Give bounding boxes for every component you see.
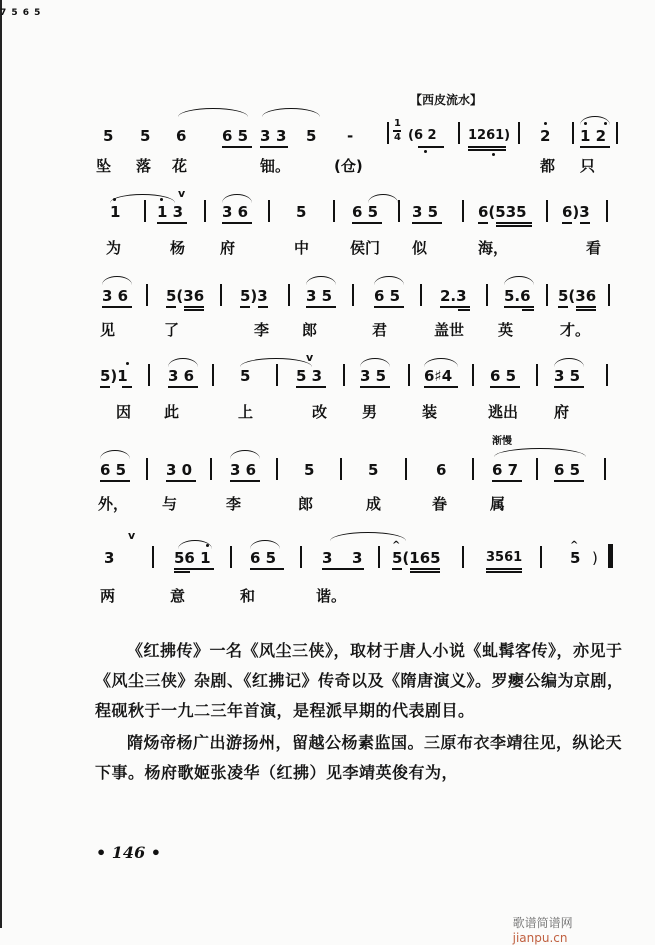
time-sig-numerator: 1 — [394, 118, 401, 129]
barline — [458, 122, 460, 144]
underline — [360, 386, 390, 388]
underline — [222, 146, 252, 148]
note-group: 6)3 — [562, 203, 590, 221]
note-group: 3 6 — [222, 203, 249, 221]
barline — [276, 364, 278, 386]
lyric: 郎 — [298, 495, 314, 513]
grace-note: 5 — [34, 8, 41, 18]
underline — [412, 222, 442, 224]
lyric: 属 — [490, 495, 506, 513]
breath-mark: v — [128, 529, 136, 542]
note-group: 6 5 — [222, 127, 249, 145]
lyric: 李 — [254, 321, 270, 339]
lyric: 两 — [100, 587, 116, 605]
slur — [360, 358, 390, 367]
lyric: 此 — [164, 403, 180, 421]
paragraph-plot: 隋炀帝杨广出游扬州，留越公杨素监国。三原布衣李靖往见，纵论天下事。杨府歌姬张凌华（红拂）见李靖英俊有为， — [95, 733, 623, 782]
lyric: 钿。 — [260, 157, 291, 175]
grace-note: 5 — [11, 8, 18, 18]
underline — [157, 222, 187, 224]
underline — [468, 149, 506, 151]
barline — [604, 458, 606, 480]
note-group: 3 5 — [554, 367, 581, 385]
dash: - — [347, 127, 354, 145]
octave-dot — [544, 122, 547, 125]
note: 3 — [352, 549, 363, 567]
note-group: 5(165 — [392, 549, 441, 567]
lyric: 侯门 — [350, 239, 381, 257]
note-group: 6(535 — [478, 203, 527, 221]
note-group: 3561 — [486, 550, 523, 565]
octave-dot — [160, 198, 163, 201]
underline — [374, 306, 404, 308]
barline — [378, 546, 380, 568]
section-marking: 【西皮流水】 — [410, 93, 483, 107]
barline — [152, 546, 154, 568]
tempo-marking: 渐慢 — [492, 436, 512, 447]
barline — [220, 284, 222, 306]
slur — [102, 276, 132, 285]
breath-mark: v — [178, 187, 186, 200]
note: 5 — [140, 127, 151, 145]
underline — [306, 306, 336, 308]
lyric: 杨 — [170, 239, 186, 257]
barline — [518, 122, 520, 144]
underline — [122, 386, 132, 388]
note-group: 6 5 — [250, 549, 277, 567]
note: 3 — [276, 127, 287, 145]
barline — [606, 200, 608, 222]
underline — [240, 306, 250, 308]
note-group: 3 5 — [306, 287, 333, 305]
note: 5 — [240, 367, 251, 385]
slur — [374, 276, 404, 285]
grace-note: 7 — [0, 8, 7, 18]
note: 6 — [436, 461, 447, 479]
underline — [418, 146, 444, 148]
barline — [300, 546, 302, 568]
slur — [368, 194, 398, 203]
lyric: 谐。 — [316, 587, 347, 605]
note-group: 5(36 — [166, 287, 205, 305]
underline — [410, 568, 440, 570]
underline — [184, 309, 204, 311]
note-group: 5)3 — [240, 287, 268, 305]
lyric: 因 — [116, 403, 132, 421]
barline — [408, 364, 410, 386]
barline — [148, 364, 150, 386]
underline — [174, 571, 190, 573]
note-group: 6 5 — [374, 287, 401, 305]
note: 5 — [368, 461, 379, 479]
barline — [268, 200, 270, 222]
note-group: 3 6 — [168, 367, 195, 385]
lyric: 看 — [586, 239, 602, 257]
underline — [492, 480, 522, 482]
lyric: 郎 — [302, 321, 318, 339]
note: 6 — [176, 127, 187, 145]
lyric: 君 — [372, 321, 388, 339]
underline — [100, 480, 130, 482]
underline — [166, 480, 196, 482]
lyric: 都 — [540, 157, 556, 175]
underline — [576, 309, 596, 311]
prose-section — [95, 636, 625, 788]
slur — [168, 358, 198, 367]
octave-dot — [113, 198, 116, 201]
barline — [546, 200, 548, 222]
slur — [100, 450, 130, 459]
lyric: 坠 — [96, 157, 112, 175]
note-group: 6 5 — [490, 367, 517, 385]
lyric: 上 — [238, 403, 254, 421]
underline — [322, 568, 364, 570]
barline — [486, 284, 488, 306]
lyric: 改 — [312, 403, 328, 421]
barline — [343, 364, 345, 386]
barline — [398, 200, 400, 222]
octave-dot — [492, 153, 495, 156]
paragraph-intro: 《红拂传》一名《风尘三侠》，取材于唐人小说《虬髯客传》，亦见于《风尘三侠》杂剧、《红拂记》传奇以及《隋唐演义》。罗瘿公编为京剧，程砚秋于一九二三年首演，是程派早期的代表剧目。 — [95, 641, 624, 720]
note-group: 3 5 — [412, 203, 439, 221]
underline — [168, 386, 198, 388]
watermark — [505, 900, 573, 945]
barline — [210, 458, 212, 480]
barline — [387, 122, 389, 144]
barline — [276, 458, 278, 480]
note: 5 — [103, 127, 114, 145]
octave-dot — [584, 122, 587, 125]
barline — [462, 546, 464, 568]
underline — [576, 306, 596, 308]
barline — [146, 458, 148, 480]
barline — [340, 458, 342, 480]
lyric: 了 — [164, 321, 180, 339]
underline — [166, 306, 176, 308]
note: 5 — [306, 127, 317, 145]
barline — [608, 284, 610, 306]
underline — [100, 386, 110, 388]
barline — [288, 284, 290, 306]
underline — [496, 225, 532, 227]
barline — [420, 284, 422, 306]
lyric: 英 — [498, 321, 514, 339]
underline — [184, 306, 204, 308]
barline — [540, 546, 542, 568]
underline — [296, 386, 326, 388]
octave-dot — [206, 544, 209, 547]
final-double-barline — [608, 544, 613, 568]
barline — [572, 122, 574, 144]
note-group: (6 2 — [408, 128, 437, 143]
slur — [178, 108, 248, 117]
underline — [260, 146, 288, 148]
note: 3 — [260, 127, 271, 145]
page-number: • 146 • — [96, 843, 161, 862]
lyric: 装 — [422, 403, 438, 421]
lyric: 花 — [172, 157, 188, 175]
note: 1 — [110, 203, 121, 221]
lyric: 男 — [362, 403, 378, 421]
underline — [558, 306, 568, 308]
note-group: 5)1 — [100, 367, 128, 385]
note-group: 6 5 — [554, 461, 581, 479]
note-group: 1261) — [468, 128, 511, 143]
note-group: 3 6 — [102, 287, 129, 305]
note: 3 — [104, 549, 115, 567]
slur — [494, 448, 586, 457]
lyric: 府 — [220, 239, 236, 257]
slur — [110, 194, 175, 203]
underline — [258, 306, 268, 308]
barline — [352, 284, 354, 306]
note-group: 1 2 — [580, 127, 607, 145]
underline — [504, 306, 534, 308]
lyric: 外， — [98, 495, 129, 513]
slur — [306, 276, 336, 285]
lyric: 落 — [136, 157, 152, 175]
watermark-url: jianpu.cn — [512, 931, 568, 945]
barline — [405, 458, 407, 480]
note-group: 1 3 — [157, 203, 184, 221]
octave-dot — [424, 150, 427, 153]
lyric: 与 — [162, 495, 178, 513]
underline — [102, 306, 132, 308]
note-group: 6 5 — [100, 461, 127, 479]
note: 2 — [540, 127, 551, 145]
note-group: 6 7 — [492, 461, 519, 479]
underline — [478, 222, 488, 224]
fermata-icon: ^ — [392, 540, 401, 551]
note-group: 6 5 — [352, 203, 379, 221]
underline — [554, 480, 584, 482]
underline — [554, 386, 584, 388]
underline — [392, 568, 402, 570]
slur — [504, 276, 534, 285]
barline — [146, 284, 148, 306]
lyric: 盖世 — [434, 321, 465, 339]
note-group: 2.3 — [440, 287, 467, 305]
lyric: 只 — [580, 157, 596, 175]
slur — [222, 194, 252, 203]
lyric: 海， — [478, 239, 509, 257]
note-group: 3 0 — [166, 461, 193, 479]
barline — [546, 284, 548, 306]
barline — [230, 546, 232, 568]
lyric: 李 — [226, 495, 242, 513]
underline — [486, 568, 522, 570]
barline — [472, 364, 474, 386]
barline — [616, 122, 618, 144]
lyric: 逃出 — [488, 403, 519, 421]
fermata-icon: ^ — [570, 540, 579, 551]
slur — [262, 108, 320, 117]
barline — [462, 200, 464, 222]
underline — [458, 309, 470, 311]
time-sig-denominator: 4 — [394, 132, 401, 143]
underline — [230, 480, 260, 482]
lyric: 意 — [170, 587, 186, 605]
lyric: 府 — [554, 403, 570, 421]
underline — [562, 222, 572, 224]
slur — [250, 540, 280, 549]
underline — [410, 571, 440, 573]
note-group: 5(36 — [558, 287, 597, 305]
underline — [486, 571, 522, 573]
lyric: 眷 — [432, 495, 448, 513]
grace-note: 6 — [22, 8, 29, 18]
underline — [222, 222, 252, 224]
lyric: 中 — [294, 239, 310, 257]
underline — [440, 306, 470, 308]
underline — [352, 222, 382, 224]
lyric: 见 — [100, 321, 116, 339]
note-group: 5.6 — [504, 287, 531, 305]
underline — [250, 568, 284, 570]
note-group: 56 1 — [174, 549, 211, 567]
underline — [496, 222, 532, 224]
barline — [472, 458, 474, 480]
underline — [580, 146, 610, 148]
underline — [580, 222, 590, 224]
barline — [144, 200, 146, 222]
note-group: 6♯4 — [424, 367, 453, 385]
note-group: 3 5 — [360, 367, 387, 385]
octave-dot — [604, 122, 607, 125]
slur — [554, 358, 584, 367]
note-group: 3 6 — [230, 461, 257, 479]
lyric: 才。 — [560, 321, 591, 339]
barline — [606, 364, 608, 386]
underline — [424, 386, 458, 388]
lyric: 似 — [412, 239, 428, 257]
barline — [333, 200, 335, 222]
barline — [212, 364, 214, 386]
lyric: 和 — [240, 587, 256, 605]
note-group: 5 3 — [296, 367, 323, 385]
underline — [174, 568, 214, 570]
underline — [522, 309, 534, 311]
underline — [468, 146, 506, 148]
note: 5 — [304, 461, 315, 479]
barline — [204, 200, 206, 222]
breath-mark: v — [306, 351, 314, 364]
octave-dot — [126, 362, 129, 365]
barline — [536, 458, 538, 480]
note: 3 — [322, 549, 333, 567]
note: 5 — [296, 203, 307, 221]
lyric: (仓) — [334, 157, 363, 175]
slur — [424, 358, 458, 367]
underline — [490, 386, 520, 388]
closing-paren: ) — [592, 549, 598, 567]
lyric: 为 — [106, 239, 122, 257]
note: 5 — [570, 549, 581, 567]
lyric: 成 — [366, 495, 382, 513]
slur — [230, 450, 260, 459]
watermark-site-name: 歌谱简谱网 — [512, 916, 573, 930]
barline — [536, 364, 538, 386]
